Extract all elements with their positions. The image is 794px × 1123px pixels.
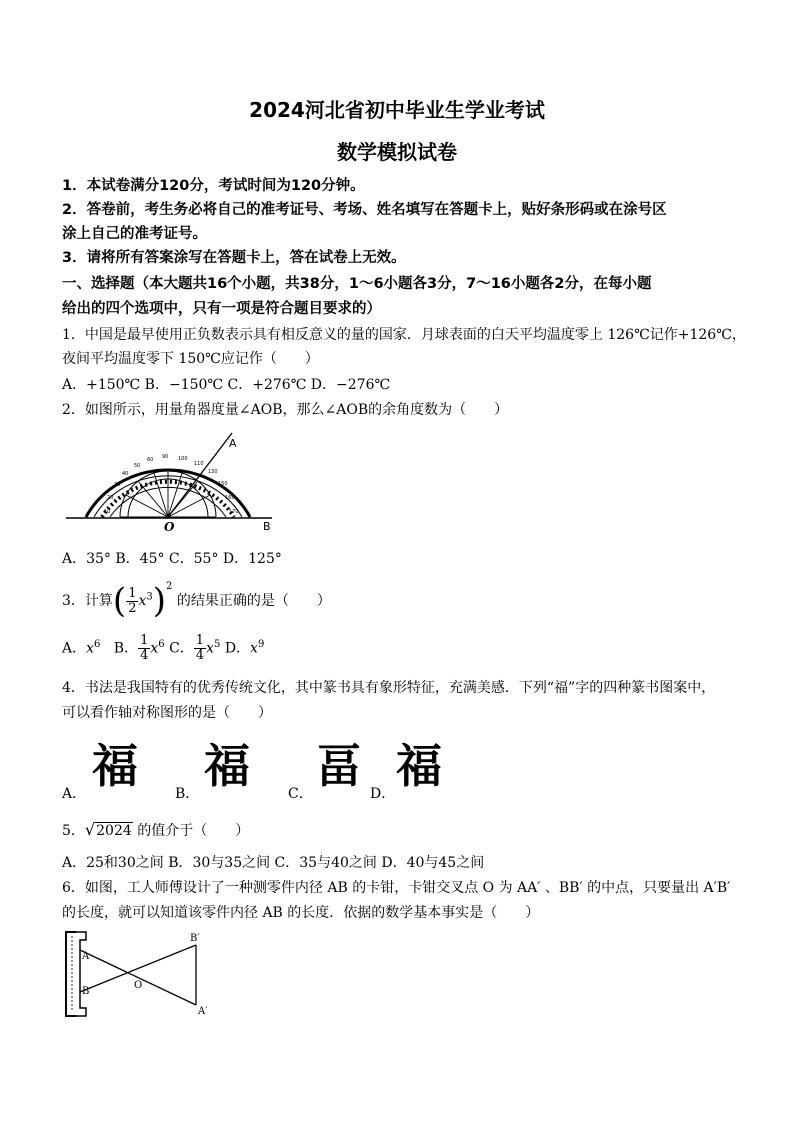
q2-options: A．35° B．45° C．55° D．125° — [62, 551, 282, 567]
fig6-label-o: O — [134, 980, 143, 991]
svg-text:130: 130 — [208, 469, 218, 475]
q3-opt-c-num: 1 — [195, 633, 205, 648]
q3-stem: 3．计算( $\frac{1}{2}$ $x^3)^2$ 的结果正确的是（ ） — [62, 581, 331, 621]
q3-frac-numerator: 1 — [128, 585, 137, 601]
q6-line-2: 的长度，就可以知道该零件内径 AB 的长度．依据的数学基本事实是（ ） — [62, 905, 540, 921]
q5-radicand: 2024 — [96, 823, 132, 839]
fig6-label-bp: B′ — [190, 933, 200, 944]
q3-opt-b-num: 1 — [140, 633, 149, 648]
q1-line-1: 1．中国是最早使用正负数表示具有相反意义的量的国家．月球表面的白天平均温度零上 126℃记作+126℃， — [62, 327, 746, 343]
q4-label-b: B． — [175, 786, 200, 802]
q3-opt-c-var: x — [206, 640, 214, 657]
q3-prefix: 3．计算 — [62, 593, 113, 609]
fig6-label-b: B — [82, 986, 90, 997]
q3-opt-b: B． — [113, 640, 139, 657]
q2-stem: 2．如图所示，用量角器度量∠AOB，那么∠AOB的余角度数为（ ） — [62, 402, 509, 418]
protractor-figure — [62, 425, 292, 537]
q4-label-d: D． — [370, 786, 396, 802]
q3-opt-b-den: 4 — [140, 648, 149, 663]
svg-text:160: 160 — [225, 495, 235, 501]
caliper-figure — [62, 928, 222, 1020]
seal-glyph-b: 福 — [204, 739, 248, 793]
q3-opt-c-den: 4 — [195, 648, 205, 663]
seal-glyph-d: 福 — [396, 739, 440, 793]
q5-suffix: 的值介于（ ） — [137, 823, 250, 839]
q3-opt-c: C． — [169, 640, 194, 657]
q3-opt-d-exp: 9 — [257, 638, 265, 650]
note-3: 3．请将所有答案涂写在答题卡上，答在试卷上无效。 — [62, 250, 406, 266]
exam-title: 2024河北省初中毕业生学业考试 — [249, 98, 545, 122]
q3-exp-inner: 3 — [146, 591, 153, 603]
svg-text:60: 60 — [147, 457, 154, 463]
q3-opt-a-exp: 6 — [94, 638, 101, 650]
note-2-cont: 涂上自己的准考证号。 — [62, 226, 207, 242]
q3-opt-a: A． — [62, 640, 87, 657]
svg-text:90: 90 — [162, 454, 169, 460]
q5-stem: 5．√2024 的值介于（ ） — [62, 820, 250, 839]
section-line-2: 给出的四个选项中，只有一项是符合题目要求的） — [62, 301, 381, 317]
q4-label-c: C． — [288, 786, 313, 802]
q3-frac-denominator: 2 — [128, 600, 137, 616]
svg-text:150: 150 — [218, 481, 228, 487]
svg-text:20: 20 — [107, 495, 114, 501]
q1-line-2: 夜间平均温度零下 150℃应记作（ ） — [62, 351, 319, 367]
seal-glyph-c: 畐 — [316, 739, 360, 793]
q5-options: A．25和30之间 B．30与35之间 C．35与40之间 D．40与45之间 — [62, 855, 485, 871]
q3-opt-d-var: x — [250, 640, 258, 657]
q5-prefix: 5． — [62, 823, 85, 839]
fig6-label-ap: A′ — [198, 1006, 208, 1017]
q4-line-2: 可以看作轴对称图形的是（ ） — [62, 705, 272, 721]
section-line-1: 一、选择题（本大题共16个小题，共38分，1～6小题各3分，7～16小题各2分，在每小题 — [62, 276, 652, 292]
q1-options: A．+150℃ B．−150℃ C．+276℃ D．−276℃ — [62, 377, 391, 393]
svg-text:10: 10 — [104, 509, 111, 515]
q6-line-1: 6．如图，工人师傅设计了一种测零件内径 AB 的卡钳，卡钳交叉点 O 为 AA′ 、BB′ 的中点，只要量出 A′B′ — [62, 880, 731, 896]
fig2-label-b: B — [263, 520, 271, 533]
note-2: 2．答卷前，考生务必将自己的准考证号、考场、姓名填写在答题卡上，贴好条形码或在涂号区 — [62, 202, 667, 218]
q3-opt-a-var: x — [86, 640, 95, 657]
fig6-label-a: A — [82, 951, 90, 962]
svg-text:30: 30 — [114, 482, 121, 488]
q3-suffix: 的结果正确的是（ ） — [176, 593, 331, 609]
fig2-label-a: A — [229, 437, 237, 450]
q3-opt-b-exp: 6 — [158, 638, 165, 650]
q4-line-1: 4．书法是我国特有的优秀传统文化，其中篆书具有象形特征，充满美感．下列“福”字的四种篆书图案中， — [62, 680, 716, 696]
q3-var: x — [138, 593, 147, 609]
q3-opt-d: D． — [224, 640, 251, 657]
note-1: 1．本试卷满分120分，考试时间为120分钟。 — [62, 178, 365, 194]
q3-opt-b-var: x — [150, 640, 159, 657]
svg-text:50: 50 — [134, 463, 141, 469]
exam-subtitle: 数学模拟试卷 — [337, 140, 457, 164]
seal-glyph-a: 福 — [92, 739, 136, 793]
fig2-label-o: O — [164, 520, 175, 534]
q3-exp-outer: 2 — [166, 581, 173, 593]
q3-opt-c-exp: 5 — [213, 638, 221, 650]
svg-text:110: 110 — [194, 461, 204, 467]
q3-options — [62, 634, 264, 663]
svg-text:170: 170 — [229, 509, 239, 515]
svg-text:100: 100 — [178, 456, 188, 462]
svg-text:40: 40 — [122, 471, 129, 477]
q4-label-a: A． — [62, 786, 87, 802]
